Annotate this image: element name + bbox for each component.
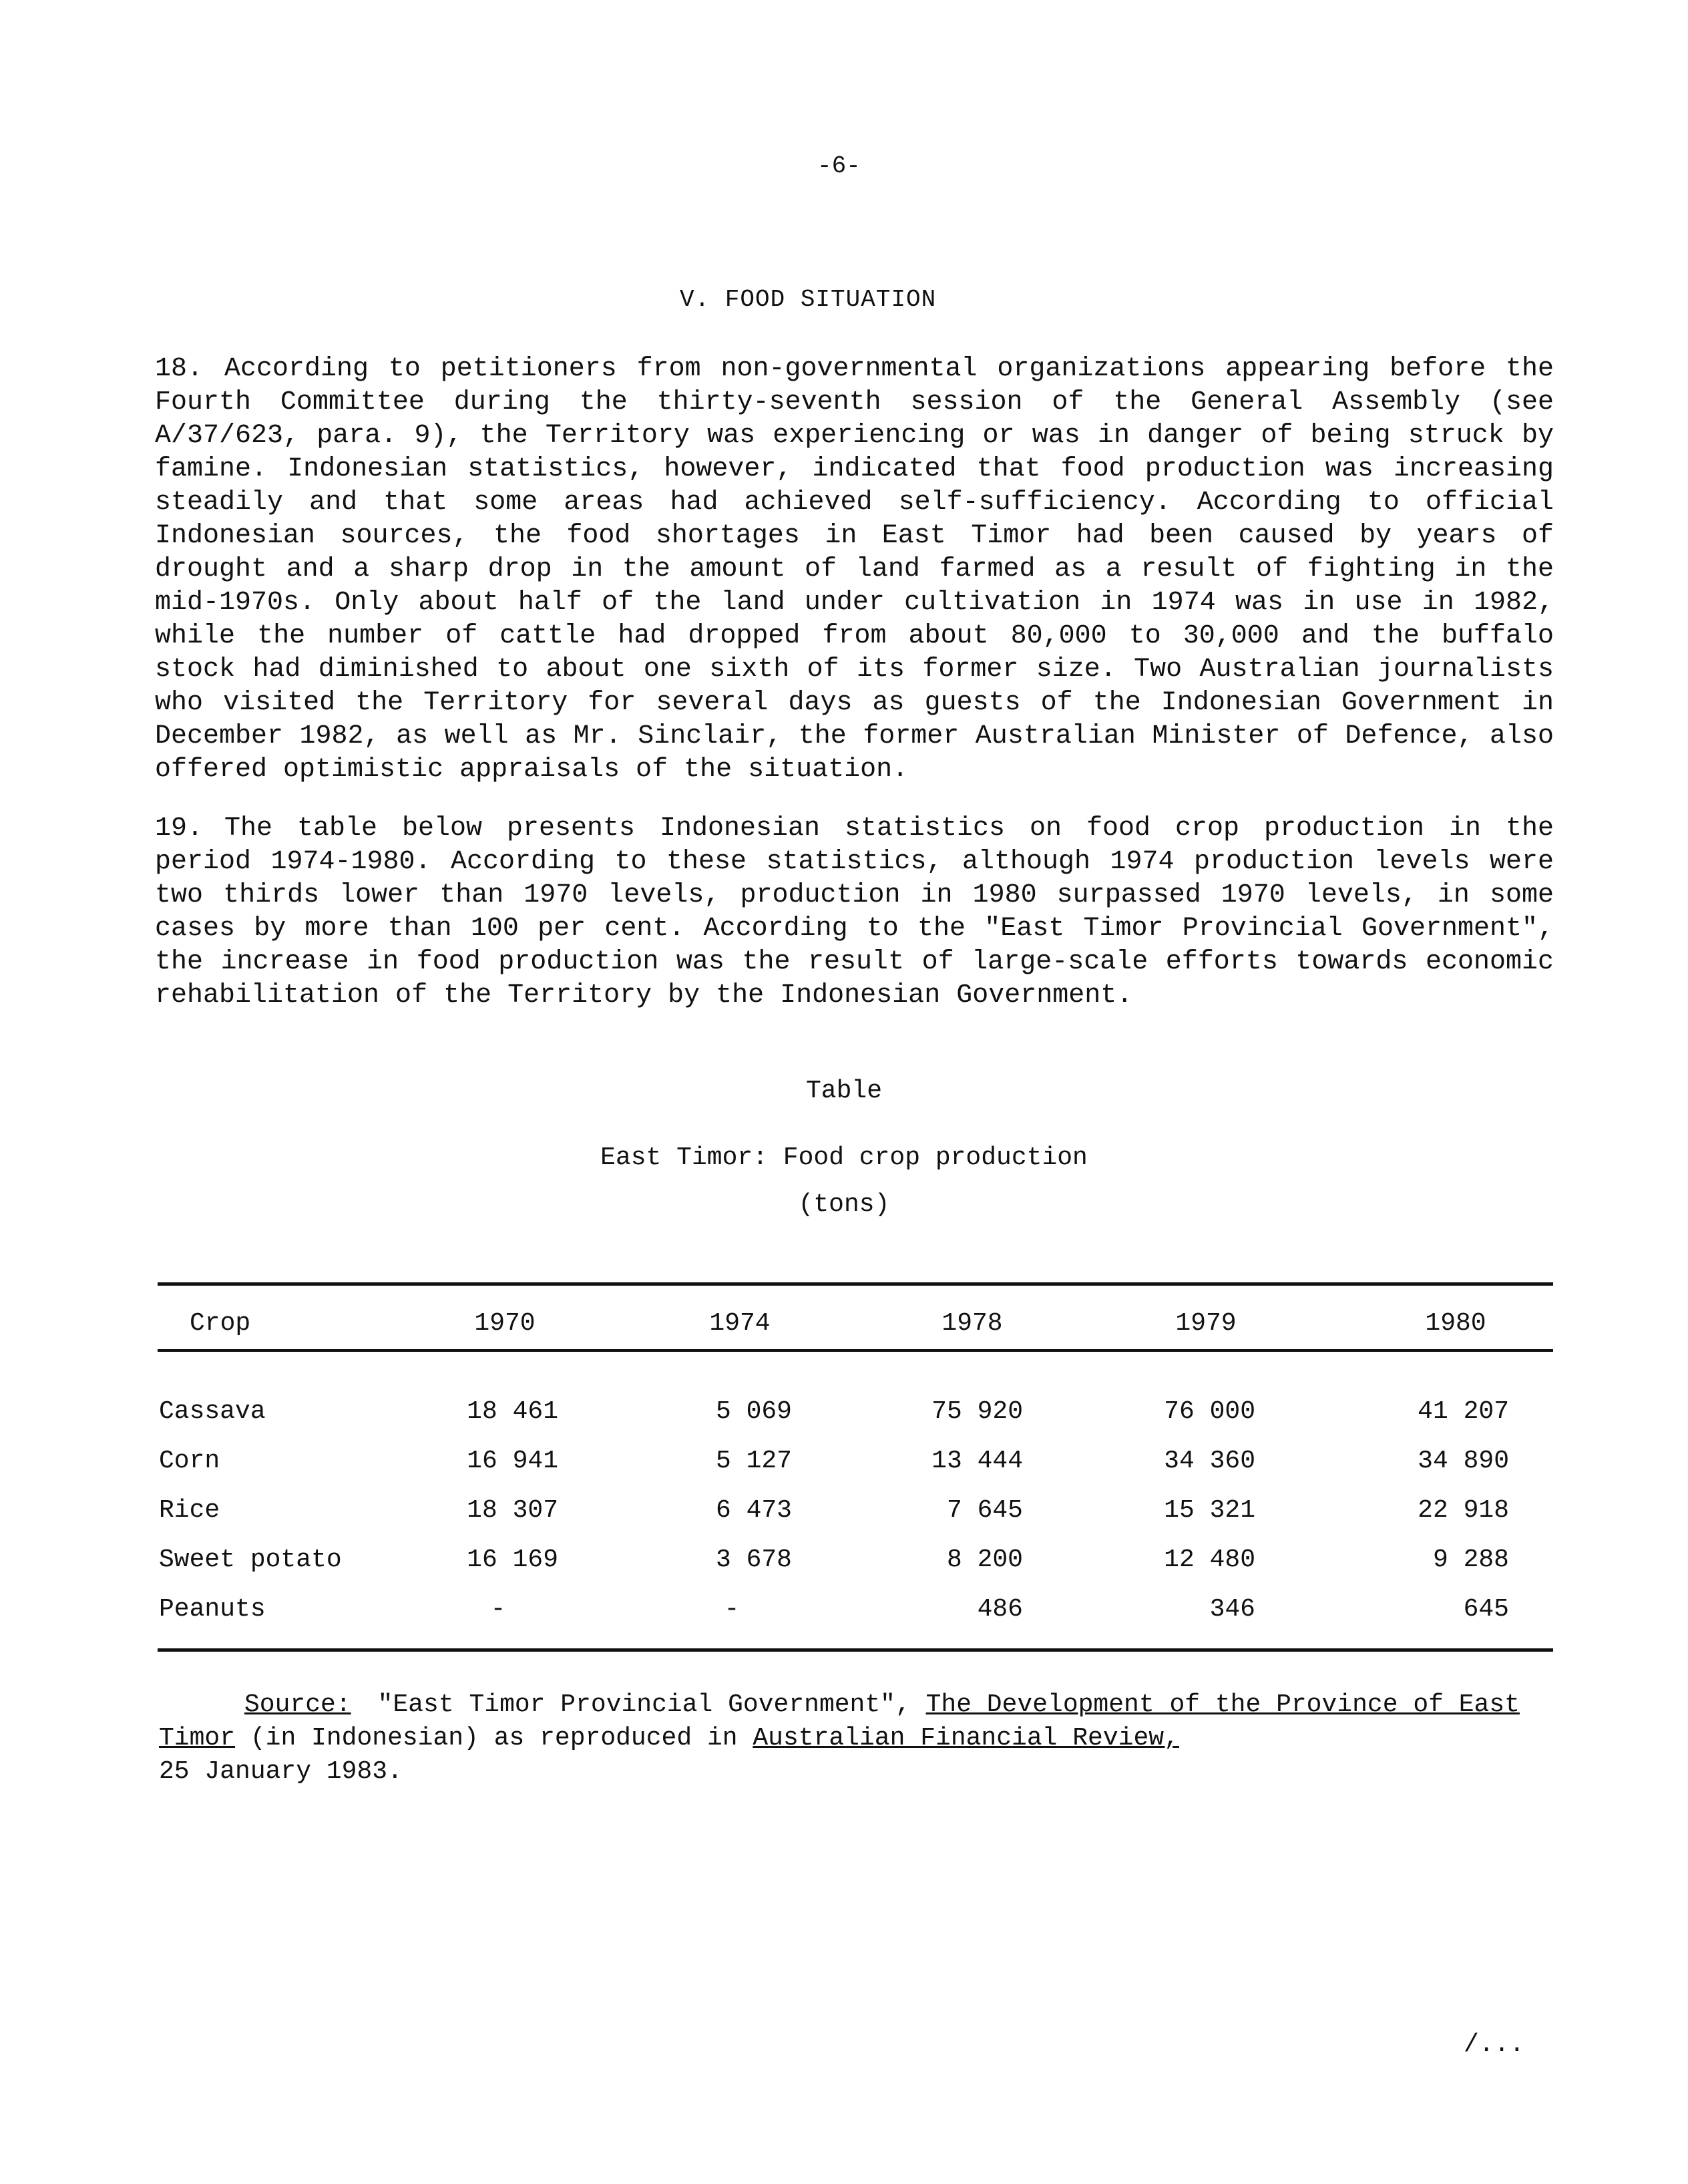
column-header-crop: Crop bbox=[190, 1309, 251, 1338]
paragraph-18 bbox=[155, 353, 1554, 787]
column-header-year: 1980 bbox=[1425, 1309, 1486, 1338]
table-cell: 34 360 bbox=[1164, 1447, 1255, 1475]
table-cell: 75 920 bbox=[931, 1397, 1023, 1426]
row-crop-name: Cassava bbox=[159, 1397, 266, 1426]
table-cell: 15 321 bbox=[1164, 1496, 1255, 1525]
paragraph-19 bbox=[155, 812, 1554, 1013]
source-date: 25 January 1983. bbox=[159, 1757, 403, 1786]
table-cell: 346 bbox=[1209, 1595, 1255, 1624]
source-note bbox=[159, 1688, 1554, 1789]
row-crop-name: Sweet potato bbox=[159, 1545, 342, 1574]
table-cell: 16 169 bbox=[467, 1545, 558, 1574]
table-cell: 41 207 bbox=[1418, 1397, 1509, 1426]
paragraph-text: According to petitioners from non-governmental organizations appearing before the Fourth Committee during the thirty-seventh session of the General Assembly (see A/37/623, para. 9), the Territory was experiencing or was in danger of being struck by famine. Indonesian statistics, however, indicated that food production was increasing steadily and that some areas had achieved self-sufficiency. According to official Indonesian sources, the food shortages in East Timor had been caused by years of drought and a sharp drop in the amount of land farmed as a result of fighting in the mid-1970s. Only about half of the land under cultivation in 1974 was in use in 1982, while the number of cattle had dropped from about 80,000 to 30,000 and the buffalo stock had diminished to about one sixth of its former size. Two Australian journalists who visited the Territory for several days as guests of the Indonesian Government in December 1982, as well as Mr. Sinclair, the former Australian Minister of Defence, also offered optimistic appraisals of the situation. bbox=[155, 354, 1554, 785]
paragraph-text: The table below presents Indonesian statistics on food crop production in the period 1974-1980. According to these statistics, although 1974 production levels were two thirds lower than 1970 levels, production in 1980 surpassed 1970 levels, in some cases by more than 100 per cent. According to the "East Timor Provincial Government", the increase in food production was the result of large-scale efforts towards economic rehabilitation of the Territory by the Indonesian Government. bbox=[155, 813, 1554, 1011]
table-cell: 5 127 bbox=[715, 1447, 792, 1475]
table-title: East Timor: Food crop production bbox=[600, 1143, 1088, 1172]
table-cell: - bbox=[724, 1595, 740, 1624]
table-cell: 8 200 bbox=[946, 1545, 1023, 1574]
source-publication: Australian Financial Review, bbox=[753, 1724, 1179, 1753]
table-cell: 18 307 bbox=[467, 1496, 558, 1525]
row-crop-name: Rice bbox=[159, 1496, 220, 1525]
table-cell: 22 918 bbox=[1418, 1496, 1509, 1525]
table-header-rule bbox=[158, 1349, 1553, 1352]
section-heading: V. FOOD SITUATION bbox=[680, 286, 937, 313]
source-note-text: (in Indonesian) as reproduced in bbox=[250, 1724, 738, 1753]
paragraph-number: 18. bbox=[155, 354, 204, 384]
continuation-mark: /... bbox=[1464, 2030, 1525, 2059]
table-cell: 76 000 bbox=[1164, 1397, 1255, 1426]
page-number: -6- bbox=[817, 152, 861, 180]
table-top-rule bbox=[158, 1282, 1553, 1286]
table-cell: - bbox=[490, 1595, 506, 1624]
table-bottom-rule bbox=[158, 1648, 1553, 1652]
table-label: Table bbox=[805, 1077, 883, 1105]
table-cell: 5 069 bbox=[715, 1397, 792, 1426]
table-cell: 486 bbox=[977, 1595, 1023, 1624]
column-header-year: 1974 bbox=[709, 1309, 771, 1338]
table-cell: 12 480 bbox=[1164, 1545, 1255, 1574]
table-cell: 7 645 bbox=[946, 1496, 1023, 1525]
table-cell: 18 461 bbox=[467, 1397, 558, 1426]
table-cell: 13 444 bbox=[931, 1447, 1023, 1475]
row-crop-name: Corn bbox=[159, 1447, 220, 1475]
source-label: Source: bbox=[244, 1690, 351, 1719]
source-publisher: "East Timor Provincial Government", bbox=[377, 1690, 911, 1719]
table-unit: (tons) bbox=[798, 1190, 890, 1219]
column-header-year: 1979 bbox=[1175, 1309, 1237, 1338]
table-cell: 6 473 bbox=[715, 1496, 792, 1525]
row-crop-name: Peanuts bbox=[159, 1595, 266, 1624]
column-header-year: 1970 bbox=[474, 1309, 536, 1338]
table-cell: 645 bbox=[1463, 1595, 1509, 1624]
table-cell: 16 941 bbox=[467, 1447, 558, 1475]
source-title: The Development of the Province of East Timor bbox=[159, 1690, 1520, 1753]
paragraph-number: 19. bbox=[155, 813, 204, 844]
table-cell: 3 678 bbox=[715, 1545, 792, 1574]
column-header-year: 1978 bbox=[941, 1309, 1003, 1338]
table-cell: 34 890 bbox=[1418, 1447, 1509, 1475]
table-cell: 9 288 bbox=[1432, 1545, 1509, 1574]
